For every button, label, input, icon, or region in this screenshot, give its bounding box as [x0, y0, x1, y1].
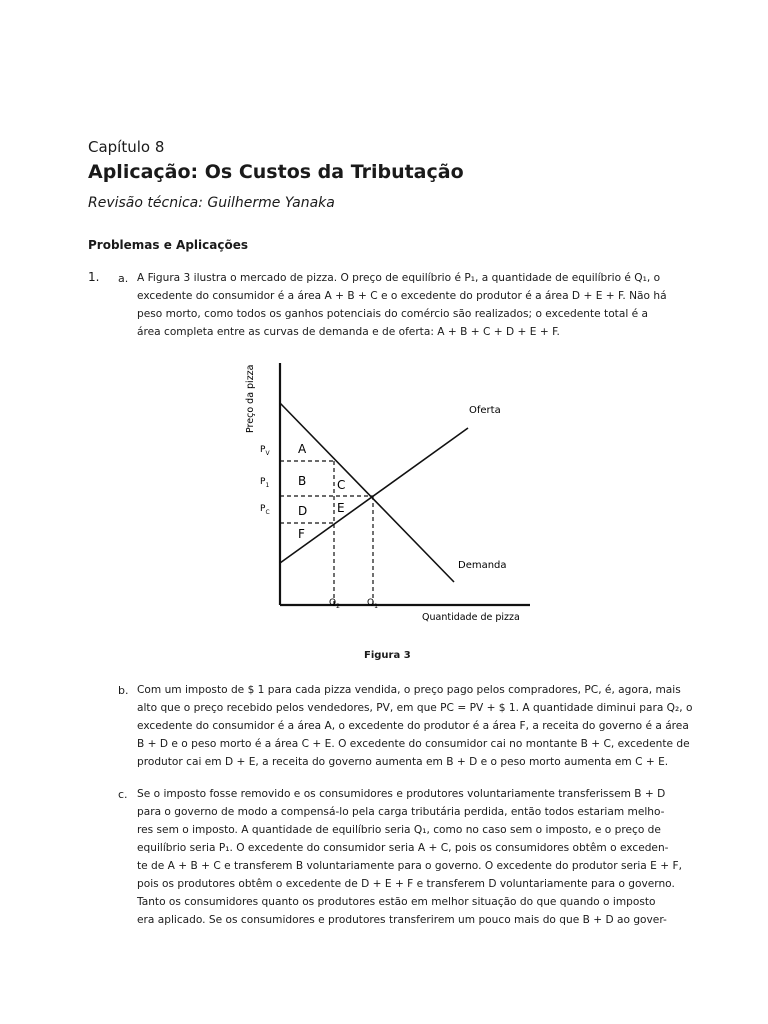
item-b-line: produtor cai em D + E, a receita do governo aumenta em B + D e o peso morto aumenta em C + E. — [137, 756, 669, 768]
item-c-line: Tanto os consumidores quanto os produtores estão em melhor situação do que quando o imposto — [137, 896, 656, 908]
item-b-paragraph — [137, 681, 693, 771]
q1-label: $Q_1$ — [367, 598, 378, 610]
item-c-line: Se o imposto fosse removido e os consumidores e produtores voluntariamente transferissem B + D — [137, 788, 666, 800]
demand-curve — [280, 403, 454, 582]
p1-label: $P_1$ — [260, 477, 270, 489]
item-b-line: Com um imposto de $ 1 para cada pizza vendida, o preço pago pelos compradores, PC, é, agora, mais — [137, 684, 681, 696]
figure-caption: Figura 3 — [364, 650, 411, 661]
page-subtitle: Revisão técnica: Guilherme Yanaka — [88, 195, 335, 211]
item-c-line: para o governo de modo a compensá-lo pela carga tributária perdida, então todos estariam melho- — [137, 806, 665, 818]
pv-label: $P_V$ — [260, 445, 270, 457]
item-c-line: era aplicado. Se os consumidores e produtores transferirem um pouco mais do que B + D ao gover- — [137, 914, 667, 926]
item-a-line: peso morto, como todos os ganhos potenciais do comércio são realizados; o excedente total é a — [137, 308, 649, 320]
item-c-line: res sem o imposto. A quantidade de equilíbrio seria Q₁, como no caso sem o imposto, e o preço de — [137, 824, 661, 836]
demand-label: Demanda — [458, 560, 507, 571]
area-label-c: C — [337, 478, 346, 492]
pc-label: $P_C$ — [260, 504, 270, 516]
item-a-line: área completa entre as curvas de demanda e de oferta: A + B + C + D + E + F. — [137, 326, 560, 338]
area-label-d: D — [298, 504, 308, 518]
y-axis-label: Preço da pizza — [245, 364, 256, 433]
supply-label: Oferta — [469, 405, 501, 416]
item-c-line: pois os produtores obtêm o excedente de D + E + F e transferem D voluntariamente para o governo. — [137, 878, 675, 890]
x-axis-label: Quantidade de pizza — [422, 612, 520, 623]
item-b-line: alto que o preço recebido pelos vendedores, PV, em que PC = PV + $ 1. A quantidade diminui para Q₂, o — [137, 702, 693, 714]
area-label-e: E — [337, 501, 345, 515]
problem-number: 1. — [88, 270, 100, 284]
item-a-line: A Figura 3 ilustra o mercado de pizza. O preço de equilíbrio é P₁, a quantidade de equilíbrio é Q₁, o — [137, 272, 661, 284]
item-b-line: B + D e o peso morto é a área C + E. O excedente do consumidor cai no montante B + C, excedente de — [137, 738, 690, 750]
area-label-b: B — [298, 474, 307, 488]
item-c-line: te de A + B + C e transferem B voluntariamente para o governo. O excedente do produtor seria E + F, — [137, 860, 682, 872]
section-heading: Problemas e Aplicações — [88, 238, 248, 252]
supply-demand-figure — [225, 355, 535, 625]
item-b-line: excedente do consumidor é a área A, o excedente do produtor é a área F, a receita do governo é a área — [137, 720, 689, 732]
item-c-line: equilíbrio seria P₁. O excedente do consumidor seria A + C, pois os consumidores obtêm o exceden- — [137, 842, 669, 854]
page-title: Aplicação: Os Custos da Tributação — [88, 161, 464, 183]
item-c-paragraph — [137, 785, 683, 929]
item-a-paragraph — [137, 269, 683, 341]
item-a-line: excedente do consumidor é a área A + B + C e o excedente do produtor é a área D + E + F. Não há — [137, 290, 667, 302]
item-b-marker: b. — [118, 684, 129, 697]
item-a-marker: a. — [118, 272, 129, 285]
q2-label: $Q_2$ — [329, 598, 340, 610]
area-label-f: F — [298, 527, 305, 541]
item-c-marker: c. — [118, 788, 128, 801]
chapter-label: Capítulo 8 — [88, 138, 165, 156]
area-label-a: A — [298, 442, 307, 456]
